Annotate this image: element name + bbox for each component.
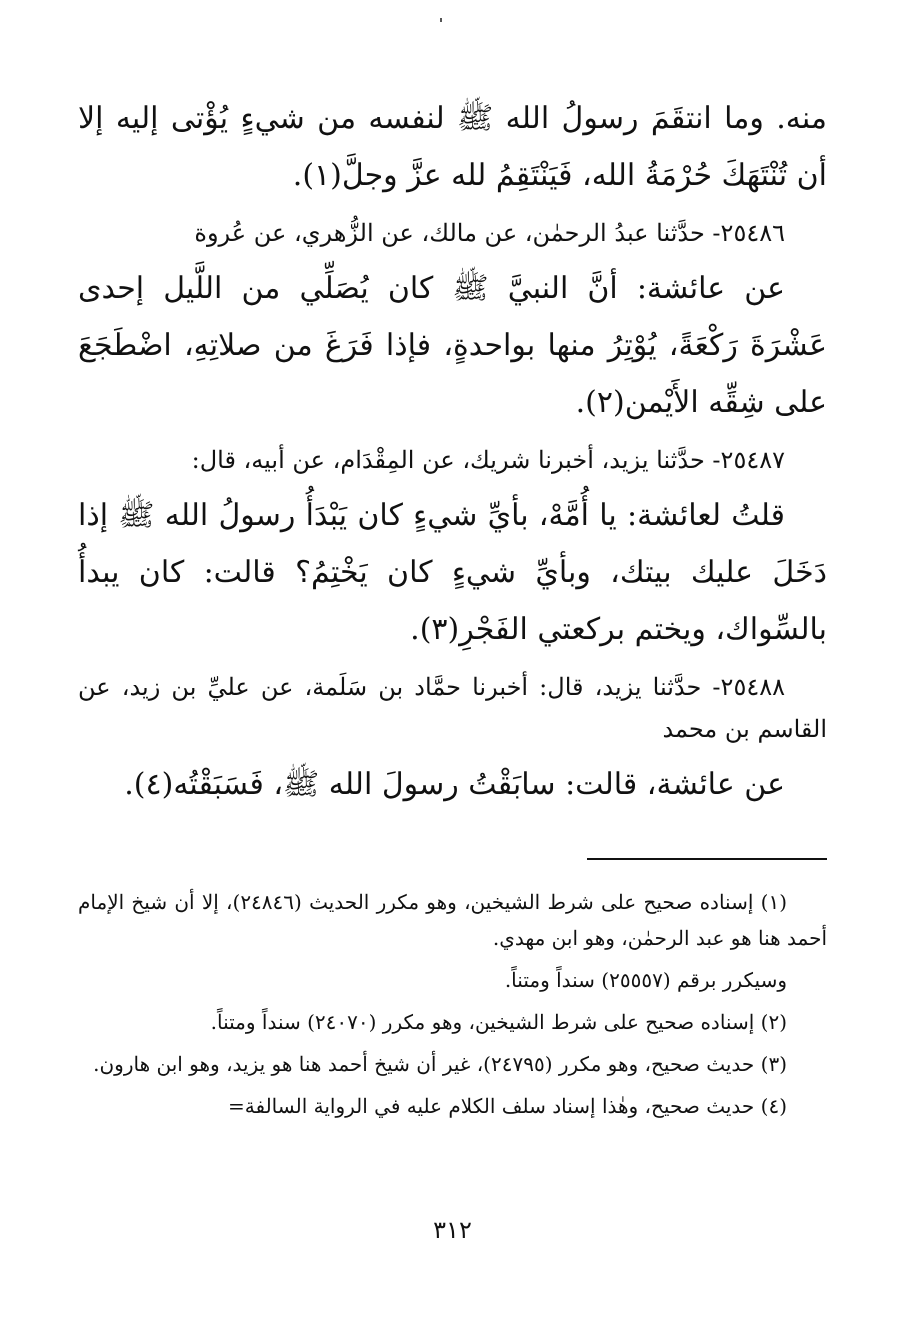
footnote-1-continued: وسيكرر برقم (٢٥٥٥٧) سنداً ومتناً. bbox=[504, 968, 787, 992]
page-number: ٣١٢ bbox=[433, 1216, 472, 1244]
matn-paragraph-3: قلتُ لعائشة: يا أُمَّهْ، بأيِّ شيءٍ كان يَبْدَأُ رسولُ الله ﷺ إذا دَخَلَ عليك بيتك، وبأيِّ شيءٍ كان يَخْتِمُ؟ قالت: كان يبدأُ بالسِّواك، ويختم بركعتي الفَجْرِ(٣). bbox=[78, 498, 827, 647]
footnote-2: (٢) إسناده صحيح على شرط الشيخين، وهو مكرر (٢٤٠٧٠) سنداً ومتناً. bbox=[210, 1010, 787, 1034]
footnotes bbox=[78, 884, 827, 1130]
matn-paragraph-2: عن عائشة: أنَّ النبيَّ ﷺ كان يُصَلِّي من اللَّيل إحدى عَشْرَةَ رَكْعَةً، يُوْتِرُ منها بواحدةٍ، فإذا فَرَغَ من صلاتِهِ، اضْطَجَعَ على شِقِّه الأَيْمن(٢). bbox=[78, 271, 827, 420]
main-text bbox=[78, 90, 827, 813]
scan-speck bbox=[440, 18, 442, 22]
footnote-3: (٣) حديث صحيح، وهو مكرر (٢٤٧٩٥)، غير أن شيخ أحمد هنا هو يزيد، وهو ابن هارون. bbox=[93, 1052, 787, 1076]
matn-paragraph-1: منه. وما انتقَمَ رسولُ الله ﷺ لنفسه من شيءٍ يُؤْتى إليه إلا أن تُنْتَهَكَ حُرْمَةُ الله، فَيَنْتَقِمُ لله عزَّ وجلَّ(١). bbox=[78, 101, 827, 193]
isnad-25487: ٢٥٤٨٧- حدَّثنا يزيد، أخبرنا شريك، عن المِقْدَام، عن أبيه، قال: bbox=[191, 446, 785, 474]
footnote-divider bbox=[587, 858, 827, 860]
footnote-4: (٤) حديث صحيح، وهٰذا إسناد سلف الكلام عليه في الرواية السالفة= bbox=[227, 1094, 787, 1118]
isnad-25486: ٢٥٤٨٦- حدَّثنا عبدُ الرحمٰن، عن مالك، عن الزُّهري، عن عُروة bbox=[194, 219, 785, 247]
footnote-1: (١) إسناده صحيح على شرط الشيخين، وهو مكرر الحديث (٢٤٨٤٦)، إلا أن شيخ الإمام أحمد هنا هو عبد الرحمٰن، وهو ابن مهدي. bbox=[78, 890, 827, 950]
isnad-25488: ٢٥٤٨٨- حدَّثنا يزيد، قال: أخبرنا حمَّاد بن سَلَمة، عن عليِّ بن زيد، عن القاسم بن محمد bbox=[78, 673, 827, 743]
matn-paragraph-4: عن عائشة، قالت: سابَقْتُ رسولَ الله ﷺ، فَسَبَقْتُه(٤). bbox=[124, 767, 785, 802]
